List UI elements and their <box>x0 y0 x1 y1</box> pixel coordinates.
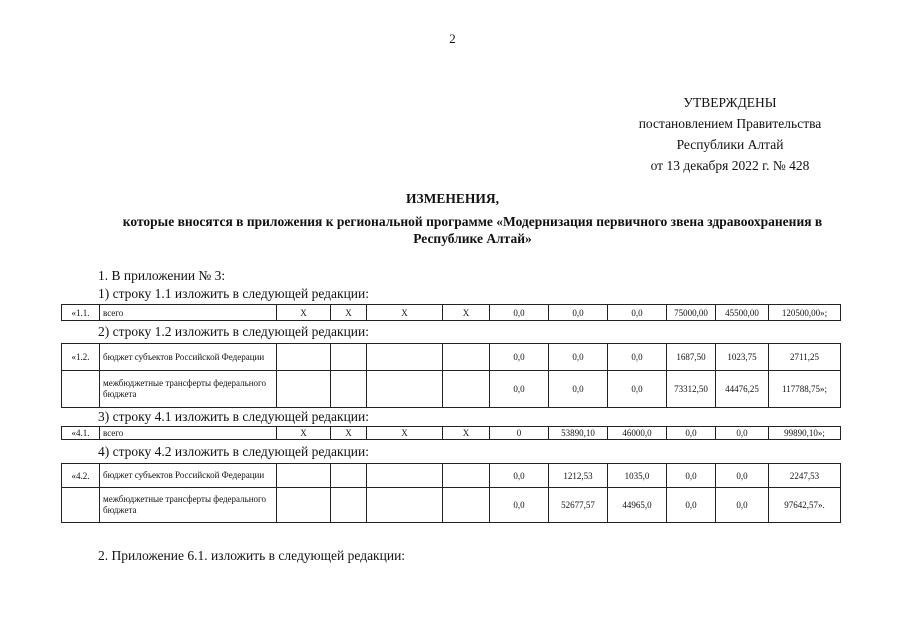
cell-value: 0,0 <box>608 344 667 371</box>
approval-line: от 13 декабря 2022 г. № 428 <box>650 158 810 173</box>
cell-value: 2247,53 <box>769 464 841 488</box>
cell-x: X <box>367 305 443 321</box>
cell-value: 46000,0 <box>608 427 667 440</box>
cell-value: 1035,0 <box>608 464 667 488</box>
cell-x: X <box>331 427 367 440</box>
empty-cell <box>331 371 367 408</box>
empty-cell <box>443 488 490 523</box>
cell-value: 75000,00 <box>667 305 716 321</box>
row-code: «4.1. <box>62 427 100 440</box>
cell-value: 0,0 <box>716 488 769 523</box>
cell-value: 52677,57 <box>549 488 608 523</box>
item-2: 2) строку 1.2 изложить в следующей редакции: <box>98 324 370 339</box>
cell-value: 44965,0 <box>608 488 667 523</box>
cell-value: 0,0 <box>490 488 549 523</box>
cell-x: X <box>277 305 331 321</box>
cell-value: 0,0 <box>490 371 549 408</box>
row-code: «1.1. <box>62 305 100 321</box>
item-3: 3) строку 4.1 изложить в следующей редакции: <box>98 409 370 424</box>
cell-value: 0,0 <box>667 427 716 440</box>
paragraph-2: 2. Приложение 6.1. изложить в следующей редакции: <box>98 548 406 563</box>
empty-cell <box>367 371 443 408</box>
cell-x: X <box>277 427 331 440</box>
table-row-4-1 <box>61 426 841 440</box>
table-row-1-1 <box>61 304 841 321</box>
empty-cell <box>277 371 331 408</box>
cell-value: 1687,50 <box>667 344 716 371</box>
row-name: межбюджетные трансферты федерального бюджета <box>100 371 277 408</box>
row-name: бюджет субъектов Российской Федерации <box>100 344 277 371</box>
cell-value: 2711,25 <box>769 344 841 371</box>
approval-line: УТВЕРЖДЕНЫ <box>683 95 777 110</box>
row-name: бюджет субъектов Российской Федерации <box>100 464 277 488</box>
cell-x: X <box>367 427 443 440</box>
page-number: 2 <box>449 31 456 46</box>
cell-value: 0,0 <box>490 344 549 371</box>
document-title: ИЗМЕНЕНИЯ, <box>405 191 499 206</box>
row-name: всего <box>100 427 277 440</box>
cell-value: 45500,00 <box>716 305 769 321</box>
cell-value: 0,0 <box>549 305 608 321</box>
row-code: «1.2. <box>62 344 100 371</box>
document-subtitle: которые вносятся в приложения к региональной программе «Модернизация первичного звена здравоохранения в Республике Алтай» <box>122 214 823 246</box>
approval-line: постановлением Правительства <box>638 116 822 131</box>
cell-value: 53890,10 <box>549 427 608 440</box>
cell-x: X <box>331 305 367 321</box>
cell-x: X <box>443 427 490 440</box>
approval-block <box>600 92 860 176</box>
cell-value: 99890,10»; <box>769 427 841 440</box>
cell-x: X <box>443 305 490 321</box>
cell-value: 44476,25 <box>716 371 769 408</box>
empty-cell <box>443 344 490 371</box>
cell-value: 0,0 <box>490 305 549 321</box>
row-code: «4.2. <box>62 464 100 488</box>
empty-cell <box>62 371 100 408</box>
cell-value: 0,0 <box>716 464 769 488</box>
item-1: 1) строку 1.1 изложить в следующей редакции: <box>98 286 370 301</box>
cell-value: 120500,00»; <box>769 305 841 321</box>
cell-value: 0,0 <box>549 344 608 371</box>
cell-value: 0,0 <box>608 305 667 321</box>
cell-value: 97642,57». <box>769 488 841 523</box>
empty-cell <box>277 464 331 488</box>
empty-cell <box>331 344 367 371</box>
cell-value: 1023,75 <box>716 344 769 371</box>
cell-value: 0,0 <box>608 371 667 408</box>
empty-cell <box>367 488 443 523</box>
approval-line: Республики Алтай <box>676 137 784 152</box>
row-name: всего <box>100 305 277 321</box>
empty-cell <box>277 488 331 523</box>
cell-value: 1212,53 <box>549 464 608 488</box>
item-4: 4) строку 4.2 изложить в следующей редакции: <box>98 444 370 459</box>
cell-value: 0,0 <box>667 488 716 523</box>
empty-cell <box>443 464 490 488</box>
empty-cell <box>443 371 490 408</box>
cell-value: 0 <box>490 427 549 440</box>
cell-value: 0,0 <box>716 427 769 440</box>
table-row-4-2 <box>61 463 841 523</box>
cell-value: 0,0 <box>490 464 549 488</box>
paragraph-1: 1. В приложении № 3: <box>98 268 226 283</box>
empty-cell <box>367 464 443 488</box>
cell-value: 0,0 <box>549 371 608 408</box>
empty-cell <box>277 344 331 371</box>
empty-cell <box>62 488 100 523</box>
empty-cell <box>331 488 367 523</box>
row-name: межбюджетные трансферты федерального бюджета <box>100 488 277 523</box>
cell-value: 117788,75»; <box>769 371 841 408</box>
cell-value: 73312,50 <box>667 371 716 408</box>
empty-cell <box>331 464 367 488</box>
empty-cell <box>367 344 443 371</box>
cell-value: 0,0 <box>667 464 716 488</box>
table-row-1-2 <box>61 343 841 408</box>
